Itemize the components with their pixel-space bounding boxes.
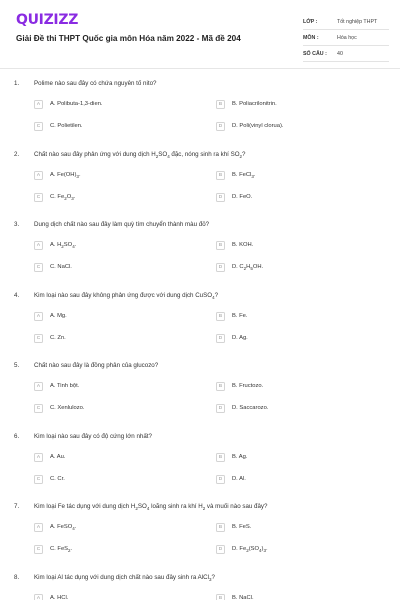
meta-key: MÔN : [303, 35, 319, 41]
option-text: D. Poli(vinyl clorua). [232, 123, 284, 129]
option-text: D. Saccarozo. [232, 405, 269, 411]
answer-option-b[interactable] [216, 100, 376, 112]
option-text: B. Poliacrilonitrin. [232, 101, 277, 107]
option-text: D. Ag. [232, 334, 248, 341]
option-letter-box: D [216, 475, 225, 484]
option-text: C. FeS$_2$. [50, 546, 73, 554]
option-text: A. $H_2SO_4$. [50, 242, 77, 250]
option-letter-box: A [34, 382, 43, 391]
question-text: Kim loại Fe tác dụng với dung dịch $H_2SO_4$ loãng sinh ra khí $H_2$ và muối nào sau đây? [34, 503, 268, 512]
page-header [0, 0, 400, 66]
option-text: A. Au. [50, 453, 66, 460]
option-text: A. Tinh bột. [50, 383, 80, 389]
option-text: B. Fructozo. [232, 383, 264, 389]
option-text: A. Mg. [50, 312, 67, 319]
answer-option-d[interactable] [216, 404, 376, 416]
meta-key: LỚP : [303, 19, 318, 25]
option-text: B. Fe. [232, 312, 248, 319]
option-letter-box: A [34, 241, 43, 250]
option-letter-box: C [34, 545, 43, 554]
meta-row-subject [303, 30, 389, 46]
option-text: B. KOH. [232, 242, 254, 248]
answer-option-a[interactable] [34, 382, 194, 394]
question-item [0, 221, 400, 291]
option-text: A. Polibuta-1,3-dien. [50, 101, 103, 107]
answer-option-d[interactable] [216, 545, 376, 557]
answer-option-b[interactable] [216, 523, 376, 535]
option-text: A. FeSO$_4$. [50, 524, 77, 532]
answer-option-d[interactable] [216, 334, 376, 346]
answer-option-a[interactable] [34, 523, 194, 535]
option-letter-box: A [34, 453, 43, 462]
header-divider [0, 68, 400, 69]
question-item [0, 151, 400, 221]
question-number: 1. [14, 80, 20, 87]
page-title: Giải Đề thi THPT Quốc gia môn Hóa năm 2022 - Mã đề 204 [16, 34, 241, 43]
answer-option-c[interactable] [34, 193, 194, 205]
option-letter-box: D [216, 263, 225, 272]
option-letter-box: D [216, 545, 225, 554]
meta-row-count [303, 46, 389, 62]
option-text: B. FeS. [232, 524, 252, 530]
question-item [0, 433, 400, 503]
answer-option-b[interactable] [216, 453, 376, 465]
answer-option-b[interactable] [216, 594, 376, 600]
answer-option-a[interactable] [34, 100, 194, 112]
question-text: Chất nào sau đây phản ứng với dung dịch $H_2SO_4$ đặc, nóng sinh ra khí $SO_2$? [34, 150, 246, 159]
option-text: C. $Fe_2O_3$. [50, 193, 76, 201]
option-letter-box: B [216, 382, 225, 391]
option-letter-box: B [216, 594, 225, 600]
option-text: C. NaCl. [50, 264, 72, 270]
question-number: 7. [14, 503, 20, 510]
question-text: Kim loại nào sau đây không phản ứng được với dung dịch CuSO$_4$? [34, 291, 219, 300]
option-text: C. Polietilen. [50, 123, 83, 129]
option-letter-box: D [216, 404, 225, 413]
answer-option-c[interactable] [34, 475, 194, 487]
answer-option-d[interactable] [216, 475, 376, 487]
question-text: Kim loại nào sau đây có độ cứng lớn nhất? [34, 432, 152, 440]
question-number: 5. [14, 362, 20, 369]
answer-option-b[interactable] [216, 241, 376, 253]
option-text: B. Ag. [232, 453, 248, 460]
option-text: A. $Fe(OH)_3$. [50, 171, 81, 179]
question-text: Kim loại Al tác dụng với dung dịch chất nào sau đây sinh ra AlCl$_3$? [34, 573, 215, 582]
option-text: D. $Fe_2(SO_4)_3$. [232, 546, 268, 554]
option-letter-box: D [216, 193, 225, 202]
option-text: C. Xenlulozo. [50, 405, 85, 411]
question-item [0, 292, 400, 362]
option-letter-box: A [34, 171, 43, 180]
question-text: Polime nào sau đây có chứa nguyên tố nito? [34, 80, 157, 87]
question-item [0, 362, 400, 432]
question-number: 4. [14, 291, 20, 299]
option-text: C. Cr. [50, 475, 65, 482]
quizizz-logo: QUIZIZZ [16, 12, 79, 28]
answer-option-c[interactable] [34, 404, 194, 416]
meta-value: 40 [337, 51, 343, 57]
option-letter-box: B [216, 523, 225, 532]
answer-option-a[interactable] [34, 241, 194, 253]
answer-option-c[interactable] [34, 122, 194, 134]
meta-key: SỐ CÂU : [303, 51, 327, 57]
answer-option-b[interactable] [216, 382, 376, 394]
answer-option-a[interactable] [34, 312, 194, 324]
answer-option-b[interactable] [216, 312, 376, 324]
option-letter-box: A [34, 523, 43, 532]
answer-option-a[interactable] [34, 453, 194, 465]
answer-option-b[interactable] [216, 171, 376, 183]
option-letter-box: A [34, 312, 43, 321]
question-item [0, 80, 400, 150]
option-letter-box: B [216, 171, 225, 180]
answer-option-a[interactable] [34, 171, 194, 183]
option-text: B. NaCl. [232, 594, 254, 600]
question-number: 2. [14, 150, 20, 158]
option-letter-box: C [34, 404, 43, 413]
option-letter-box: D [216, 334, 225, 343]
question-item [0, 574, 400, 600]
option-letter-box: C [34, 475, 43, 484]
option-letter-box: B [216, 312, 225, 321]
option-text: D. $C_2H_5OH$. [232, 264, 264, 272]
question-number: 3. [14, 221, 20, 228]
option-letter-box: C [34, 334, 43, 343]
option-letter-box: A [34, 100, 43, 109]
answer-option-d[interactable] [216, 263, 376, 275]
answer-option-c[interactable] [34, 334, 194, 346]
option-text: D. Al. [232, 475, 246, 482]
option-letter-box: C [34, 193, 43, 202]
meta-row-class [303, 14, 389, 30]
answer-option-d[interactable] [216, 122, 376, 134]
meta-value: Hóa học [337, 35, 357, 41]
option-letter-box: D [216, 122, 225, 131]
option-letter-box: C [34, 122, 43, 131]
answer-option-c[interactable] [34, 545, 194, 557]
option-text: B. FeCl$_3$. [232, 171, 256, 179]
option-letter-box: A [34, 594, 43, 600]
meta-info [303, 14, 389, 62]
question-number: 6. [14, 432, 20, 440]
answer-option-c[interactable] [34, 263, 194, 275]
question-item [0, 503, 400, 573]
answer-option-a[interactable] [34, 594, 194, 600]
question-text: Chất nào sau đây là đồng phân của glucozo? [34, 362, 159, 369]
option-letter-box: C [34, 263, 43, 272]
option-text: A. HCl. [50, 594, 69, 600]
option-letter-box: B [216, 100, 225, 109]
option-letter-box: B [216, 453, 225, 462]
question-text: Dung dịch chất nào sau đây làm quỳ tím chuyển thành màu đỏ? [34, 221, 210, 228]
question-number: 8. [14, 573, 20, 581]
meta-value: Tốt nghiệp THPT [337, 19, 378, 25]
option-text: D. FeO. [232, 193, 253, 200]
option-letter-box: B [216, 241, 225, 250]
option-text: C. Zn. [50, 334, 66, 341]
answer-option-d[interactable] [216, 193, 376, 205]
